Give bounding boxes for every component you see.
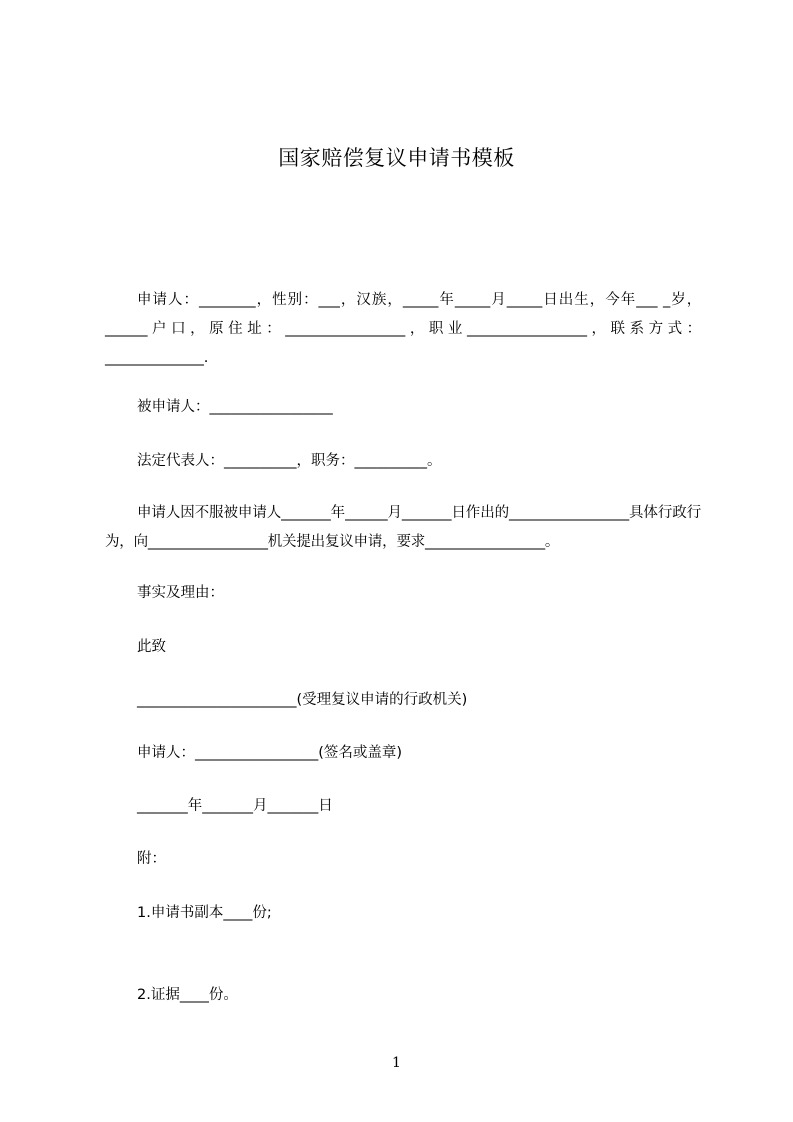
recipient-line: ______________________(受理复议申请的行政机关)	[137, 692, 468, 708]
attachment-item-2: 2.证据____份。	[137, 987, 238, 1003]
legal-representative-line: 法定代表人：__________，职务：__________。	[137, 453, 442, 469]
respondent-line: 被申请人：_________________	[137, 399, 333, 415]
signature-line: 申请人：_________________(签名或盖章)	[137, 745, 403, 761]
document-title: 国家赔偿复议申请书模板	[278, 146, 515, 170]
attachment-item-1: 1.申请书副本____份;	[137, 905, 272, 921]
attachments-heading: 附：	[137, 851, 166, 867]
page-number: 1	[392, 1055, 401, 1071]
request-paragraph: 申请人因不服被申请人_______年______月_______日作出的_________________具体行政行为，向_________________机关提出复议申请，要求_________________。	[105, 505, 701, 550]
salutation: 此致	[137, 639, 166, 655]
date-line: _______年_______月_______日	[137, 798, 333, 814]
applicant-info-paragraph: 申请人：________，性别：___，汉族，_____年_____月_____日出生，今年___ _岁，______户口，原住址：_________________，职业_________________，联系方式：______________.	[105, 292, 701, 366]
facts-heading: 事实及理由：	[137, 585, 224, 601]
